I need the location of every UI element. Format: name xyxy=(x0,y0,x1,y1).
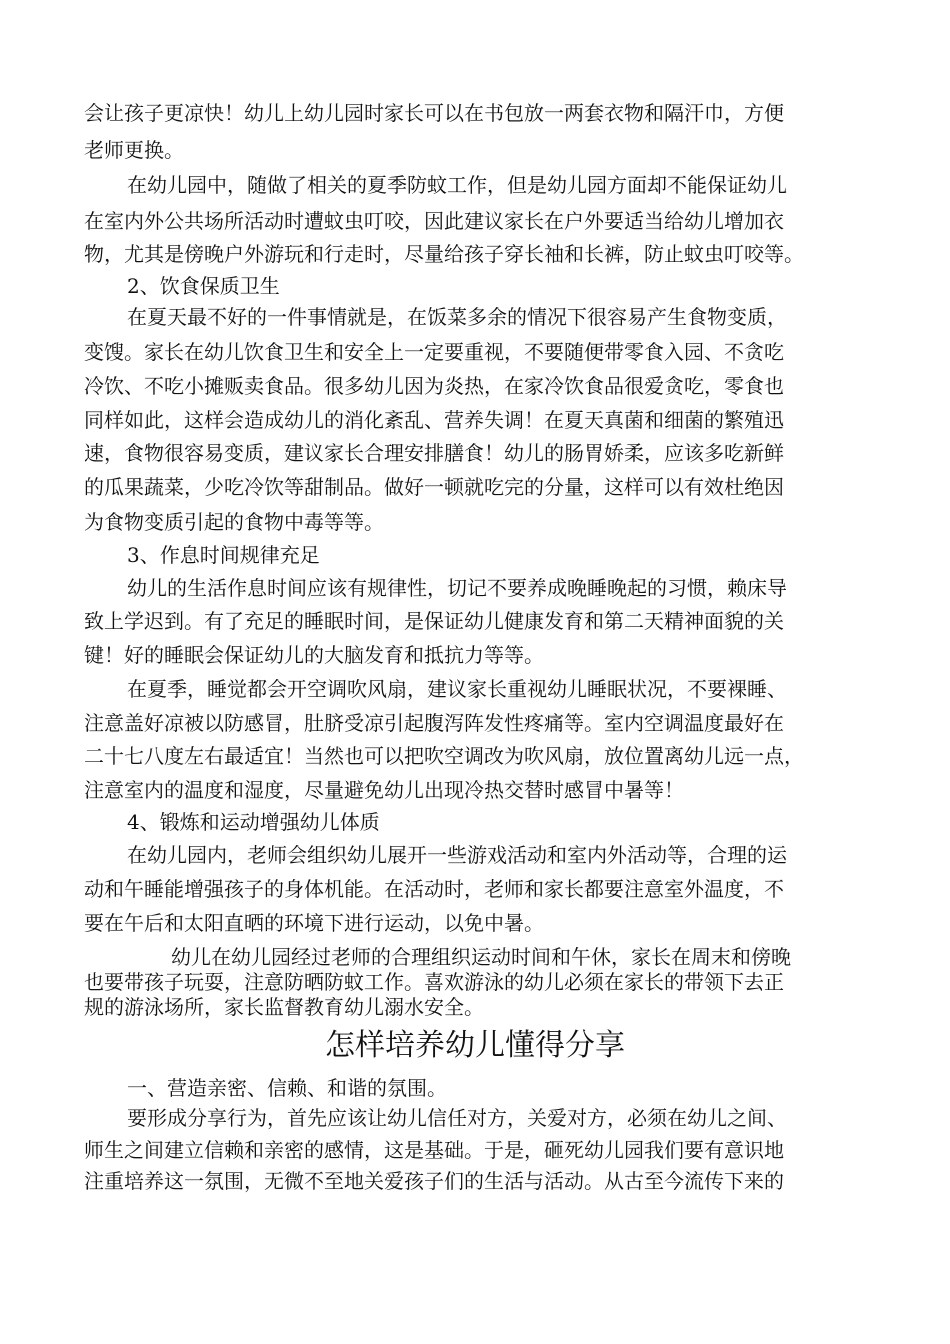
text-line: 幼儿的生活作息时间应该有规律性，切记不要养成晚睡晚起的习惯，赖床导 xyxy=(127,576,787,600)
text-line: 同样如此，这样会造成幼儿的消化紊乱、营养失调！在夏天真菌和细菌的繁殖迅 xyxy=(84,408,784,432)
text-line: 为食物变质引起的食物中毒等等。 xyxy=(84,510,384,534)
text-line: 的瓜果蔬菜，少吃冷饮等甜制品。做好一顿就吃完的分量，这样可以有效杜绝因 xyxy=(84,475,784,499)
text-line: 师生之间建立信赖和亲密的感情，这是基础。于是，砸死幼儿园我们要有意识地 xyxy=(84,1138,784,1162)
text-line: 注意盖好凉被以防感冒，肚脐受凉引起腹泻阵发性疼痛等。室内空调温度最好在 xyxy=(84,711,784,735)
text-line: 动和午睡能增强孩子的身体机能。在活动时，老师和家长都要注意室外温度，不 xyxy=(84,877,784,901)
section-heading: 2、饮食保质卫生 xyxy=(127,274,280,298)
text-line: 在室内外公共场所活动时遭蚊虫叮咬，因此建议家长在户外要适当给幼儿增加衣 xyxy=(84,209,784,233)
text-line: 会让孩子更凉快！幼儿上幼儿园时家长可以在书包放一两套衣物和隔汗巾，方便 xyxy=(84,101,784,125)
text-line: 速，食物很容易变质，建议家长合理安排膳食！幼儿的肠胃娇柔，应该多吃新鲜 xyxy=(84,441,784,465)
text-line: 变馊。家长在幼儿饮食卫生和安全上一定要重视，不要随便带零食入园、不贪吃 xyxy=(84,340,784,364)
text-line: 在幼儿园中，随做了相关的夏季防蚊工作，但是幼儿园方面却不能保证幼儿 xyxy=(127,173,787,197)
text-line: 规的游泳场所，家长监督教育幼儿溺水安全。 xyxy=(84,995,484,1019)
text-line: 致上学迟到。有了充足的睡眠时间，是保证幼儿健康发育和第二天精神面貌的关 xyxy=(84,609,784,633)
text-line: 物，尤其是傍晚户外游玩和行走时，尽量给孩子穿长袖和长裤，防止蚊虫叮咬等。 xyxy=(84,242,804,266)
section-heading: 一、营造亲密、信赖、和谐的氛围。 xyxy=(127,1076,447,1100)
text-line: 要在午后和太阳直晒的环境下进行运动，以免中暑。 xyxy=(84,911,544,935)
section-heading: 3、作息时间规律充足 xyxy=(127,543,320,567)
text-line: 在夏天最不好的一件事情就是，在饭菜多余的情况下很容易产生食物变质， xyxy=(127,305,787,329)
section-heading: 4、锻炼和运动增强幼儿体质 xyxy=(127,810,380,834)
text-line: 在幼儿园内，老师会组织幼儿展开一些游戏活动和室内外活动等，合理的运 xyxy=(127,843,787,867)
text-line: 老师更换。 xyxy=(84,138,184,162)
text-line: 幼儿在幼儿园经过老师的合理组织运动时间和午休，家长在周末和傍晚 xyxy=(171,945,791,969)
text-line: 要形成分享行为，首先应该让幼儿信任对方，关爱对方，必须在幼儿之间、 xyxy=(127,1106,787,1130)
text-line: 冷饮、不吃小摊贩卖食品。很多幼儿因为炎热，在家冷饮食品很爱贪吃，零食也 xyxy=(84,374,784,398)
text-line: 注重培养这一氛围，无微不至地关爱孩子们的生活与活动。从古至今流传下来的 xyxy=(84,1169,784,1193)
section-title: 怎样培养幼儿懂得分享 xyxy=(325,1028,625,1063)
text-line: 二十七八度左右最适宜！当然也可以把吹空调改为吹风扇，放位置离幼儿远一点， xyxy=(84,744,804,768)
text-line: 注意室内的温度和湿度，尽量避免幼儿出现冷热交替时感冒中暑等！ xyxy=(84,778,684,802)
text-line: 也要带孩子玩耍，注意防晒防蚊工作。喜欢游泳的幼儿必须在家长的带领下去正 xyxy=(84,970,784,994)
text-line: 键！好的睡眠会保证幼儿的大脑发育和抵抗力等等。 xyxy=(84,643,544,667)
text-line: 在夏季，睡觉都会开空调吹风扇，建议家长重视幼儿睡眠状况，不要裸睡、 xyxy=(127,677,787,701)
